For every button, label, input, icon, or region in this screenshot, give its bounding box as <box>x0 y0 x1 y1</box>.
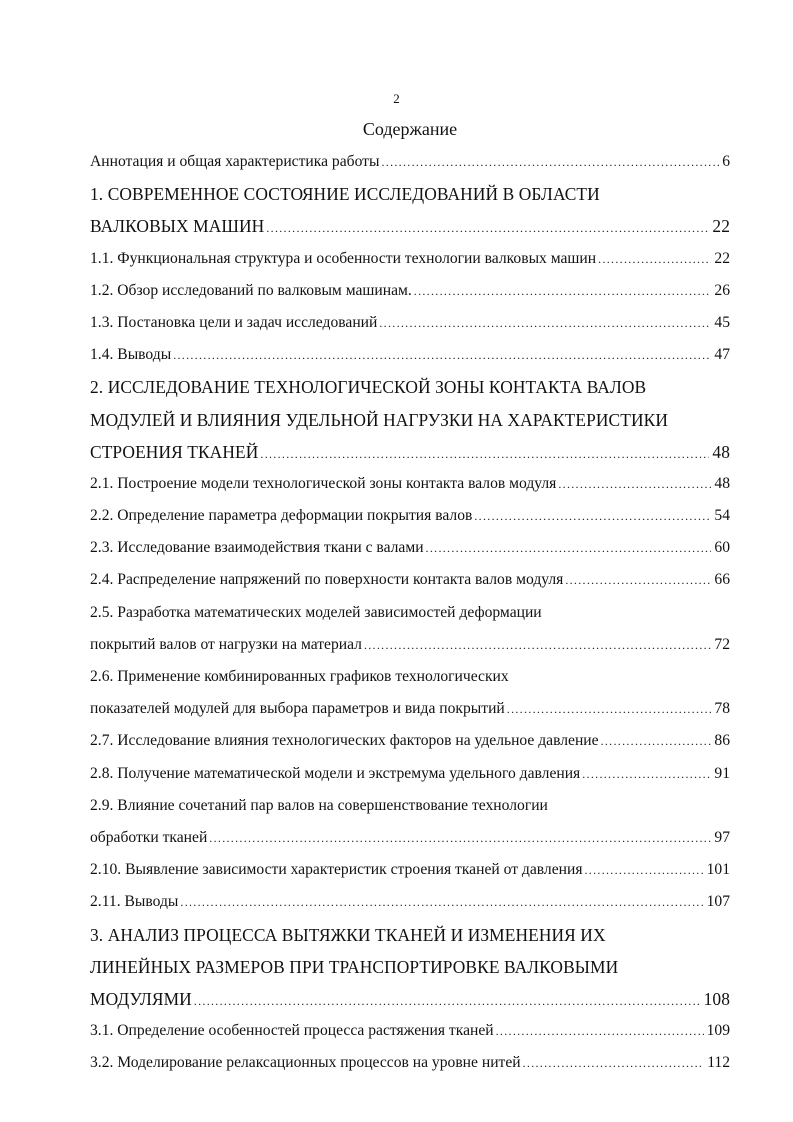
page-number: 2 <box>393 91 400 106</box>
toc-entry-line <box>90 371 730 403</box>
toc-page-number: 26 <box>714 281 730 299</box>
toc-page-number: 109 <box>706 1022 730 1040</box>
dot-leader <box>381 146 719 178</box>
toc-entry-line <box>90 597 730 629</box>
toc-entry-text: 1.4. Выводы <box>90 346 172 364</box>
toc-entry-text: 1. СОВРЕМЕННОЕ СОСТОЯНИЕ ИССЛЕДОВАНИЙ В ОБЛАСТИ <box>90 184 600 205</box>
toc-entry-text: МОДУЛЕЙ И ВЛИЯНИЯ УДЕЛЬНОЙ НАГРУЗКИ НА ХАРАКТЕРИСТИКИ <box>90 409 668 430</box>
toc-entry-line <box>90 790 730 822</box>
toc-entry-text: МОДУЛЯМИ <box>90 988 192 1009</box>
dot-leader <box>496 1015 704 1047</box>
dot-leader <box>379 307 711 339</box>
toc-entry-text: 3. АНАЛИЗ ПРОЦЕССА ВЫТЯЖКИ ТКАНЕЙ И ИЗМЕНЕНИЯ ИХ <box>90 924 606 945</box>
toc-page-number: 91 <box>714 764 730 782</box>
toc-entry <box>90 468 730 500</box>
toc-entry <box>90 597 730 661</box>
toc-entry <box>90 886 730 918</box>
toc-entry <box>90 1047 730 1079</box>
toc-page-number: 66 <box>714 571 730 589</box>
toc-entry <box>90 339 730 371</box>
toc-entry-line <box>90 886 730 918</box>
toc-entry <box>90 758 730 790</box>
toc-entry-text: 2. ИССЛЕДОВАНИЕ ТЕХНОЛОГИЧЕСКОЙ ЗОНЫ КОНТАКТА ВАЛОВ <box>90 377 647 398</box>
toc-entry <box>90 919 730 1016</box>
toc-entry-line <box>90 339 730 371</box>
toc-entry-line <box>90 661 730 693</box>
dot-leader <box>601 725 712 757</box>
toc-entry <box>90 146 730 178</box>
dot-leader <box>364 629 711 661</box>
toc-entry-text: 1.3. Постановка цели и задач исследований <box>90 313 378 331</box>
toc-entry <box>90 725 730 757</box>
dot-leader <box>194 985 701 1017</box>
dot-leader <box>209 822 711 854</box>
toc-entry-line <box>90 983 730 1015</box>
toc-entry-line <box>90 725 730 757</box>
toc-entry-text: 3.1. Определение особенностей процесса растяжения тканей <box>90 1022 494 1040</box>
toc-page-number: 86 <box>714 732 730 750</box>
toc-entry-text: 2.6. Применение комбинированных графиков технологических <box>90 668 509 685</box>
toc-entry-line <box>90 178 730 210</box>
toc-entry-line <box>90 210 730 242</box>
toc-entry-line <box>90 468 730 500</box>
toc-page-number: 112 <box>707 1054 730 1072</box>
toc-entry-text: ВАЛКОВЫХ МАШИН <box>90 216 265 237</box>
toc-entry-text: 1.1. Функциональная структура и особенности технологии валковых машин <box>90 249 597 267</box>
toc-entry-line <box>90 146 730 178</box>
toc-entry-line <box>90 629 730 661</box>
dot-leader <box>598 243 711 275</box>
toc-entry-line <box>90 532 730 564</box>
toc-page-number: 60 <box>714 539 730 557</box>
toc-page-number: 47 <box>714 346 730 364</box>
toc-entry-line <box>90 243 730 275</box>
toc-entry <box>90 178 730 242</box>
toc-entry-text: ЛИНЕЙНЫХ РАЗМЕРОВ ПРИ ТРАНСПОРТИРОВКЕ ВАЛКОВЫМИ <box>90 956 619 977</box>
toc-entry-text: 2.1. Построение модели технологической зоны контакта валов модуля <box>90 474 557 492</box>
toc-entry <box>90 243 730 275</box>
toc-entry-text: 2.5. Разработка математических моделей зависимостей деформации <box>90 603 542 621</box>
toc-page-number: 48 <box>714 474 730 492</box>
toc-entry <box>90 854 730 886</box>
dot-leader <box>266 212 709 244</box>
toc-page-number: 45 <box>714 313 730 331</box>
toc-page-number: 6 <box>722 153 730 170</box>
toc-entry-line <box>90 822 730 854</box>
toc-page-number: 107 <box>706 893 730 911</box>
toc-entry-line <box>90 919 730 951</box>
dot-leader <box>180 886 703 918</box>
toc-entry-line <box>90 436 730 468</box>
toc-entry-line <box>90 500 730 532</box>
toc-page-number: 72 <box>714 635 730 653</box>
toc-page-number: 78 <box>714 700 730 718</box>
toc-entry-text: СТРОЕНИЯ ТКАНЕЙ <box>90 441 259 462</box>
toc-entry-line <box>90 564 730 596</box>
toc-entry-text: 1.2. Обзор исследований по валковым машинам. <box>90 281 412 299</box>
dot-leader <box>507 693 712 725</box>
toc-page-number: 97 <box>714 828 730 846</box>
toc-entry-text: 2.4. Распределение напряжений по поверхности контакта валов модуля <box>90 571 564 589</box>
toc-page-number: 54 <box>714 507 730 525</box>
toc-entry-line <box>90 1047 730 1079</box>
toc-page-number: 22 <box>714 249 730 267</box>
toc-entry-text: 3.2. Моделирование релаксационных процессов на уровне нитей <box>90 1054 521 1072</box>
toc-entry-text: 2.2. Определение параметра деформации покрытия валов <box>90 507 473 525</box>
dot-leader <box>585 854 704 886</box>
table-of-contents <box>90 146 730 1079</box>
toc-entry-text: 2.11. Выводы <box>90 893 179 911</box>
dot-leader <box>474 500 711 532</box>
toc-entry <box>90 532 730 564</box>
toc-title: Содержание <box>362 119 458 139</box>
toc-entry <box>90 500 730 532</box>
toc-entry-text: обработки тканей <box>90 828 208 846</box>
toc-entry-line <box>90 275 730 307</box>
toc-entry-line <box>90 693 730 725</box>
toc-entry-text: показателей модулей для выбора параметров и вида покрытий <box>90 700 505 718</box>
toc-page-number: 22 <box>712 216 730 237</box>
toc-entry-text: покрытий валов от нагрузки на материал <box>90 635 362 653</box>
toc-entry-text: 2.10. Выявление зависимости характеристик строения тканей от давления <box>90 861 583 879</box>
toc-entry-line <box>90 758 730 790</box>
toc-entry <box>90 661 730 725</box>
toc-page-number: 48 <box>712 441 730 462</box>
toc-entry <box>90 371 730 468</box>
toc-entry <box>90 564 730 596</box>
toc-entry-text: 2.7. Исследование влияния технологических факторов на удельное давление <box>90 732 599 750</box>
toc-entry-line <box>90 854 730 886</box>
toc-entry-line <box>90 307 730 339</box>
toc-entry-text: 2.3. Исследование взаимодействия ткани с валами <box>90 539 424 557</box>
toc-entry-text: 2.9. Влияние сочетаний пар валов на совершенствование технологии <box>90 796 548 814</box>
toc-page-number: 108 <box>703 988 730 1009</box>
toc-entry-line <box>90 1015 730 1047</box>
toc-entry <box>90 275 730 307</box>
dot-leader <box>414 275 712 307</box>
dot-leader <box>523 1047 705 1079</box>
dot-leader <box>558 468 711 500</box>
toc-entry <box>90 1015 730 1047</box>
dot-leader <box>426 532 712 564</box>
dot-leader <box>582 758 711 790</box>
dot-leader <box>260 438 709 470</box>
toc-entry <box>90 790 730 854</box>
toc-entry-text: Аннотация и общая характеристика работы <box>90 153 380 170</box>
toc-entry <box>90 307 730 339</box>
toc-page-number: 101 <box>706 861 730 879</box>
dot-leader <box>173 339 711 371</box>
toc-entry-line <box>90 951 730 983</box>
toc-entry-text: 2.8. Получение математической модели и экстремума удельного давления <box>90 764 581 782</box>
dot-leader <box>565 564 711 596</box>
toc-entry-line <box>90 404 730 436</box>
